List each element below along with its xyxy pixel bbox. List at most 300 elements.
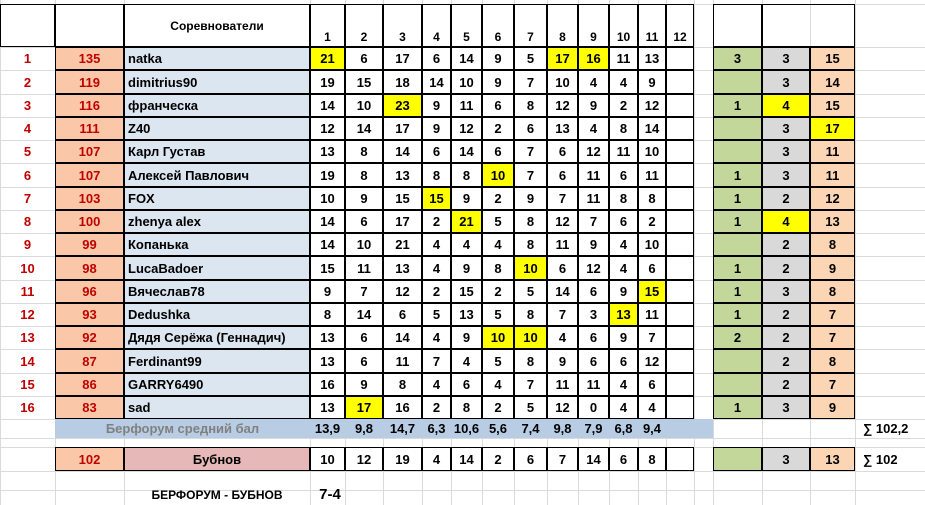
round-score: 2 bbox=[482, 396, 514, 419]
round-score: 10 bbox=[345, 233, 383, 256]
round-score bbox=[666, 140, 694, 163]
place-cell: 13 bbox=[20, 330, 35, 345]
round-score: 6 bbox=[609, 163, 638, 187]
header-exact bbox=[762, 4, 855, 47]
round-score bbox=[666, 70, 694, 94]
round-score: 14 bbox=[310, 94, 345, 117]
round-score: 7 bbox=[547, 187, 578, 210]
round-score: 12 bbox=[310, 117, 345, 140]
round-score: 2 bbox=[422, 280, 451, 303]
place-cell: 16 bbox=[20, 400, 35, 415]
round-score: 12 bbox=[578, 256, 609, 280]
competitor-name: Z40 bbox=[124, 117, 310, 140]
round-score: 9 bbox=[609, 326, 638, 349]
round-score: 6 bbox=[422, 47, 451, 70]
round-score: 9 bbox=[451, 256, 482, 280]
match-score: 7-4 bbox=[319, 486, 341, 503]
exact-total-cell: 14 bbox=[810, 70, 855, 94]
round-score: 6 bbox=[638, 373, 666, 396]
round-score: 8 bbox=[514, 94, 547, 117]
round-score: 6 bbox=[482, 140, 514, 163]
place-cell: 7 bbox=[23, 191, 32, 206]
round-score: 4 bbox=[422, 326, 451, 349]
exact-cell: 2 bbox=[762, 326, 810, 349]
round-score: 4 bbox=[609, 256, 638, 280]
round-score: 8 bbox=[451, 396, 482, 419]
round-score: 4 bbox=[638, 396, 666, 419]
round-score bbox=[666, 47, 694, 70]
exact-cell: 2 bbox=[762, 373, 810, 396]
header-total bbox=[55, 4, 124, 47]
round-score: 11 bbox=[609, 47, 638, 70]
exact-cell: 3 bbox=[762, 280, 810, 303]
round-score: 4 bbox=[451, 233, 482, 256]
round-score: 2 bbox=[609, 94, 638, 117]
wins-cell: 1 bbox=[713, 280, 762, 303]
round-score: 14 bbox=[310, 210, 345, 233]
exact-total-cell: 7 bbox=[810, 326, 855, 349]
round-score: 14 bbox=[638, 117, 666, 140]
wins-cell bbox=[713, 233, 762, 256]
wins-cell: 1 bbox=[713, 396, 762, 419]
round-score: 5 bbox=[482, 303, 514, 326]
round-score: 0 bbox=[578, 396, 609, 419]
round-score: 9 bbox=[422, 94, 451, 117]
round-score: 4 bbox=[547, 326, 578, 349]
exact-cell: 3 bbox=[762, 47, 810, 70]
total-cell: 111 bbox=[55, 117, 124, 140]
opponent-total: 102 bbox=[55, 447, 124, 471]
total-cell: 83 bbox=[55, 396, 124, 419]
total-cell: 92 bbox=[55, 326, 124, 349]
round-score bbox=[666, 210, 694, 233]
round-score bbox=[666, 233, 694, 256]
round-score: 8 bbox=[422, 163, 451, 187]
round-score: 8 bbox=[609, 187, 638, 210]
round-score: 17 bbox=[383, 117, 422, 140]
header-round-12: 12 bbox=[666, 4, 694, 47]
round-score: 14 bbox=[310, 233, 345, 256]
exact-cell: 2 bbox=[762, 256, 810, 280]
place-cell: 3 bbox=[23, 98, 32, 113]
opponent-score bbox=[666, 447, 694, 471]
match-label: БЕРФОРУМ - БУБНОВ bbox=[151, 487, 283, 502]
total-cell: 116 bbox=[55, 94, 124, 117]
exact-total-cell: 17 bbox=[810, 117, 855, 140]
average-value: 13,9 bbox=[310, 419, 345, 438]
exact-cell: 3 bbox=[762, 117, 810, 140]
total-cell: 98 bbox=[55, 256, 124, 280]
round-score: 12 bbox=[547, 396, 578, 419]
round-score: 8 bbox=[638, 187, 666, 210]
wins-cell: 1 bbox=[713, 94, 762, 117]
round-score bbox=[666, 303, 694, 326]
place-cell: 1 bbox=[23, 51, 32, 66]
round-score: 14 bbox=[422, 70, 451, 94]
average-value: 9,8 bbox=[345, 419, 383, 438]
round-score: 18 bbox=[383, 70, 422, 94]
round-score: 5 bbox=[514, 280, 547, 303]
opponent-score: 7 bbox=[547, 447, 578, 471]
competitor-name: франческа bbox=[124, 94, 310, 117]
round-score: 6 bbox=[547, 256, 578, 280]
competitor-name: Dedushka bbox=[124, 303, 310, 326]
opponent-score: 2 bbox=[482, 447, 514, 471]
round-score: 12 bbox=[578, 140, 609, 163]
competitor-name: dimitrius90 bbox=[124, 70, 310, 94]
round-score: 7 bbox=[514, 163, 547, 187]
round-score: 8 bbox=[345, 163, 383, 187]
round-score: 6 bbox=[345, 210, 383, 233]
round-score: 2 bbox=[482, 187, 514, 210]
exact-total-cell: 11 bbox=[810, 140, 855, 163]
average-value: 6,3 bbox=[422, 419, 451, 438]
round-score: 4 bbox=[482, 373, 514, 396]
round-score: 6 bbox=[638, 256, 666, 280]
round-score: 15 bbox=[638, 280, 666, 303]
header-round-11: 11 bbox=[638, 4, 666, 47]
round-score: 21 bbox=[383, 233, 422, 256]
competitor-name: sad bbox=[124, 396, 310, 419]
round-score: 13 bbox=[451, 303, 482, 326]
round-score: 4 bbox=[609, 373, 638, 396]
round-score: 2 bbox=[482, 280, 514, 303]
exact-total-cell: 11 bbox=[810, 163, 855, 187]
round-score: 9 bbox=[514, 187, 547, 210]
round-score: 6 bbox=[345, 47, 383, 70]
average-value: 5,6 bbox=[482, 419, 514, 438]
round-score: 6 bbox=[609, 349, 638, 373]
average-filler bbox=[666, 419, 694, 438]
wins-cell: 3 bbox=[713, 47, 762, 70]
round-score: 16 bbox=[310, 373, 345, 396]
round-score: 4 bbox=[609, 233, 638, 256]
exact-total-cell: 7 bbox=[810, 303, 855, 326]
total-cell: 119 bbox=[55, 70, 124, 94]
total-cell: 100 bbox=[55, 210, 124, 233]
wins-cell bbox=[713, 349, 762, 373]
round-score: 11 bbox=[451, 94, 482, 117]
header-competitors: Соревнователи bbox=[124, 4, 310, 47]
place-cell: 14 bbox=[20, 353, 35, 369]
place-cell: 2 bbox=[23, 74, 32, 90]
average-value: 9,8 bbox=[547, 419, 578, 438]
competitor-name: LucaBadoer bbox=[124, 256, 310, 280]
round-score: 8 bbox=[514, 303, 547, 326]
round-score: 6 bbox=[451, 373, 482, 396]
exact-cell: 3 bbox=[762, 396, 810, 419]
round-score: 8 bbox=[609, 117, 638, 140]
competitor-name: GARRY6490 bbox=[124, 373, 310, 396]
round-score: 9 bbox=[451, 326, 482, 349]
header-round-4: 4 bbox=[422, 4, 451, 47]
round-score: 21 bbox=[451, 210, 482, 233]
round-score: 14 bbox=[451, 140, 482, 163]
place-cell: 9 bbox=[23, 237, 32, 252]
round-score: 11 bbox=[345, 256, 383, 280]
round-score: 2 bbox=[638, 210, 666, 233]
round-score: 7 bbox=[422, 349, 451, 373]
round-score: 11 bbox=[638, 163, 666, 187]
exact-cell: 2 bbox=[762, 303, 810, 326]
header-wins bbox=[713, 4, 762, 47]
round-score: 4 bbox=[578, 70, 609, 94]
round-score: 4 bbox=[422, 256, 451, 280]
place-cell: 4 bbox=[23, 121, 32, 136]
round-score: 12 bbox=[383, 280, 422, 303]
round-score: 4 bbox=[482, 233, 514, 256]
wins-cell: 1 bbox=[713, 163, 762, 187]
round-score: 7 bbox=[638, 326, 666, 349]
gridline bbox=[855, 0, 856, 505]
round-score: 10 bbox=[638, 140, 666, 163]
exact-cell: 2 bbox=[762, 233, 810, 256]
round-score: 14 bbox=[345, 117, 383, 140]
round-score: 7 bbox=[547, 303, 578, 326]
round-score: 10 bbox=[310, 187, 345, 210]
total-cell: 107 bbox=[55, 163, 124, 187]
place-cell: 8 bbox=[23, 214, 32, 229]
round-score: 8 bbox=[383, 373, 422, 396]
round-score: 14 bbox=[547, 280, 578, 303]
exact-total-cell: 9 bbox=[810, 396, 855, 419]
wins-cell bbox=[713, 70, 762, 94]
round-score: 8 bbox=[451, 163, 482, 187]
round-score: 10 bbox=[451, 70, 482, 94]
round-score: 13 bbox=[310, 326, 345, 349]
round-score: 17 bbox=[547, 47, 578, 70]
round-score: 4 bbox=[451, 349, 482, 373]
exact-total-cell: 15 bbox=[810, 94, 855, 117]
round-score: 6 bbox=[383, 303, 422, 326]
round-score: 9 bbox=[345, 187, 383, 210]
round-score: 10 bbox=[547, 70, 578, 94]
average-value: 9,4 bbox=[638, 419, 666, 438]
round-score: 6 bbox=[345, 326, 383, 349]
round-score: 9 bbox=[547, 349, 578, 373]
round-score: 13 bbox=[638, 47, 666, 70]
round-score: 4 bbox=[609, 396, 638, 419]
total-cell: 93 bbox=[55, 303, 124, 326]
opponent-score: 4 bbox=[422, 447, 451, 471]
round-score: 21 bbox=[310, 47, 345, 70]
competitor-name: FOX bbox=[124, 187, 310, 210]
place-cell: 12 bbox=[20, 307, 35, 322]
round-score: 23 bbox=[383, 94, 422, 117]
round-score: 16 bbox=[578, 47, 609, 70]
total-cell: 96 bbox=[55, 280, 124, 303]
round-score bbox=[666, 117, 694, 140]
round-score: 11 bbox=[609, 140, 638, 163]
round-score: 11 bbox=[578, 187, 609, 210]
round-score: 10 bbox=[514, 256, 547, 280]
opponent-score: 14 bbox=[578, 447, 609, 471]
round-score bbox=[666, 256, 694, 280]
round-score: 9 bbox=[638, 70, 666, 94]
round-score: 3 bbox=[578, 303, 609, 326]
round-score: 13 bbox=[609, 303, 638, 326]
round-score: 13 bbox=[383, 163, 422, 187]
round-score: 12 bbox=[638, 349, 666, 373]
round-score: 7 bbox=[345, 280, 383, 303]
round-score: 12 bbox=[547, 210, 578, 233]
round-score: 5 bbox=[514, 47, 547, 70]
round-score: 13 bbox=[383, 256, 422, 280]
round-score: 9 bbox=[578, 94, 609, 117]
round-score: 14 bbox=[383, 326, 422, 349]
round-score: 10 bbox=[514, 326, 547, 349]
total-cell: 99 bbox=[55, 233, 124, 256]
round-score bbox=[666, 94, 694, 117]
round-score: 13 bbox=[310, 140, 345, 163]
round-score: 17 bbox=[383, 210, 422, 233]
round-score: 13 bbox=[310, 349, 345, 373]
round-score: 15 bbox=[422, 187, 451, 210]
total-cell: 135 bbox=[55, 47, 124, 70]
exact-total-cell: 9 bbox=[810, 256, 855, 280]
round-score: 7 bbox=[514, 70, 547, 94]
gridline bbox=[0, 438, 925, 439]
exact-total-cell: 8 bbox=[810, 349, 855, 373]
header-rating bbox=[0, 4, 55, 47]
round-score: 11 bbox=[578, 373, 609, 396]
wins-cell: 1 bbox=[713, 256, 762, 280]
opponent-score: 8 bbox=[638, 447, 666, 471]
round-score: 6 bbox=[514, 117, 547, 140]
round-score: 6 bbox=[482, 94, 514, 117]
exact-cell: 4 bbox=[762, 210, 810, 233]
round-score: 6 bbox=[547, 163, 578, 187]
round-score: 8 bbox=[482, 256, 514, 280]
opponent-score: 10 bbox=[310, 447, 345, 471]
header-round-7: 7 bbox=[514, 4, 547, 47]
round-score bbox=[666, 373, 694, 396]
exact-total-cell: 15 bbox=[810, 47, 855, 70]
competitor-name: Карл Густав bbox=[124, 140, 310, 163]
round-score: 10 bbox=[638, 233, 666, 256]
header-round-8: 8 bbox=[547, 4, 578, 47]
round-score bbox=[666, 349, 694, 373]
round-score: 11 bbox=[547, 233, 578, 256]
total-cell: 86 bbox=[55, 373, 124, 396]
place-cell: 11 bbox=[20, 284, 35, 299]
round-score: 6 bbox=[345, 349, 383, 373]
round-score: 19 bbox=[310, 70, 345, 94]
round-score: 7 bbox=[578, 210, 609, 233]
round-score: 7 bbox=[514, 373, 547, 396]
round-score: 6 bbox=[547, 140, 578, 163]
round-score bbox=[666, 396, 694, 419]
place-cell: 6 bbox=[23, 167, 32, 183]
round-score bbox=[666, 326, 694, 349]
round-score: 8 bbox=[514, 210, 547, 233]
total-cell: 87 bbox=[55, 349, 124, 373]
round-score: 13 bbox=[310, 396, 345, 419]
round-score: 15 bbox=[383, 187, 422, 210]
round-score: 5 bbox=[422, 303, 451, 326]
round-score: 9 bbox=[451, 187, 482, 210]
place-cell: 15 bbox=[20, 377, 35, 392]
round-score: 12 bbox=[638, 94, 666, 117]
opponent-exact: 3 bbox=[762, 447, 810, 471]
round-score: 5 bbox=[482, 349, 514, 373]
round-score: 2 bbox=[422, 210, 451, 233]
round-score: 13 bbox=[547, 117, 578, 140]
round-score: 9 bbox=[310, 280, 345, 303]
exact-total-cell: 8 bbox=[810, 233, 855, 256]
opponent-sum: ∑ 102 bbox=[863, 451, 898, 467]
header-round-2: 2 bbox=[345, 4, 383, 47]
average-value: 10,6 bbox=[451, 419, 482, 438]
exact-total-cell: 8 bbox=[810, 280, 855, 303]
opponent-name: Бубнов bbox=[124, 447, 310, 471]
round-score: 11 bbox=[578, 163, 609, 187]
round-score: 6 bbox=[578, 349, 609, 373]
round-score: 4 bbox=[578, 117, 609, 140]
opponent-score: 6 bbox=[609, 447, 638, 471]
wins-cell bbox=[713, 373, 762, 396]
header-round-9: 9 bbox=[578, 4, 609, 47]
wins-cell: 1 bbox=[713, 210, 762, 233]
wins-cell: 1 bbox=[713, 303, 762, 326]
round-score: 5 bbox=[514, 396, 547, 419]
competitor-name: Дядя Серёжа (Геннадич) bbox=[124, 326, 310, 349]
round-score: 14 bbox=[345, 303, 383, 326]
round-score: 17 bbox=[345, 396, 383, 419]
average-value: 6,8 bbox=[609, 419, 638, 438]
round-score: 12 bbox=[547, 94, 578, 117]
header-round-10: 10 bbox=[609, 4, 638, 47]
round-score: 15 bbox=[345, 70, 383, 94]
round-score: 8 bbox=[514, 349, 547, 373]
round-score: 11 bbox=[383, 349, 422, 373]
header-round-1: 1 bbox=[310, 4, 345, 47]
round-score: 16 bbox=[383, 396, 422, 419]
round-score bbox=[666, 187, 694, 210]
round-score: 9 bbox=[482, 47, 514, 70]
round-score: 15 bbox=[451, 280, 482, 303]
place-cell: 5 bbox=[23, 144, 32, 159]
competitor-name: Алексей Павлович bbox=[124, 163, 310, 187]
exact-total-cell: 7 bbox=[810, 373, 855, 396]
round-score: 17 bbox=[383, 47, 422, 70]
round-score: 15 bbox=[310, 256, 345, 280]
wins-cell bbox=[713, 117, 762, 140]
opponent-score: 14 bbox=[451, 447, 482, 471]
average-value: 7,4 bbox=[514, 419, 547, 438]
competitor-name: natka bbox=[124, 47, 310, 70]
round-score: 14 bbox=[383, 140, 422, 163]
round-score: 6 bbox=[578, 280, 609, 303]
header-round-5: 5 bbox=[451, 4, 482, 47]
round-score: 9 bbox=[345, 373, 383, 396]
exact-total-cell: 13 bbox=[810, 210, 855, 233]
round-score: 9 bbox=[609, 280, 638, 303]
opponent-score: 6 bbox=[514, 447, 547, 471]
competitor-name: Копанька bbox=[124, 233, 310, 256]
wins-cell: 2 bbox=[713, 326, 762, 349]
round-score: 8 bbox=[514, 233, 547, 256]
header-round-6: 6 bbox=[482, 4, 514, 47]
round-score: 11 bbox=[638, 303, 666, 326]
average-filler bbox=[694, 419, 713, 438]
round-score: 10 bbox=[345, 94, 383, 117]
competitor-name: zhenya alex bbox=[124, 210, 310, 233]
exact-cell: 3 bbox=[762, 163, 810, 187]
round-score: 4 bbox=[609, 70, 638, 94]
exact-cell: 4 bbox=[762, 94, 810, 117]
exact-cell: 3 bbox=[762, 140, 810, 163]
